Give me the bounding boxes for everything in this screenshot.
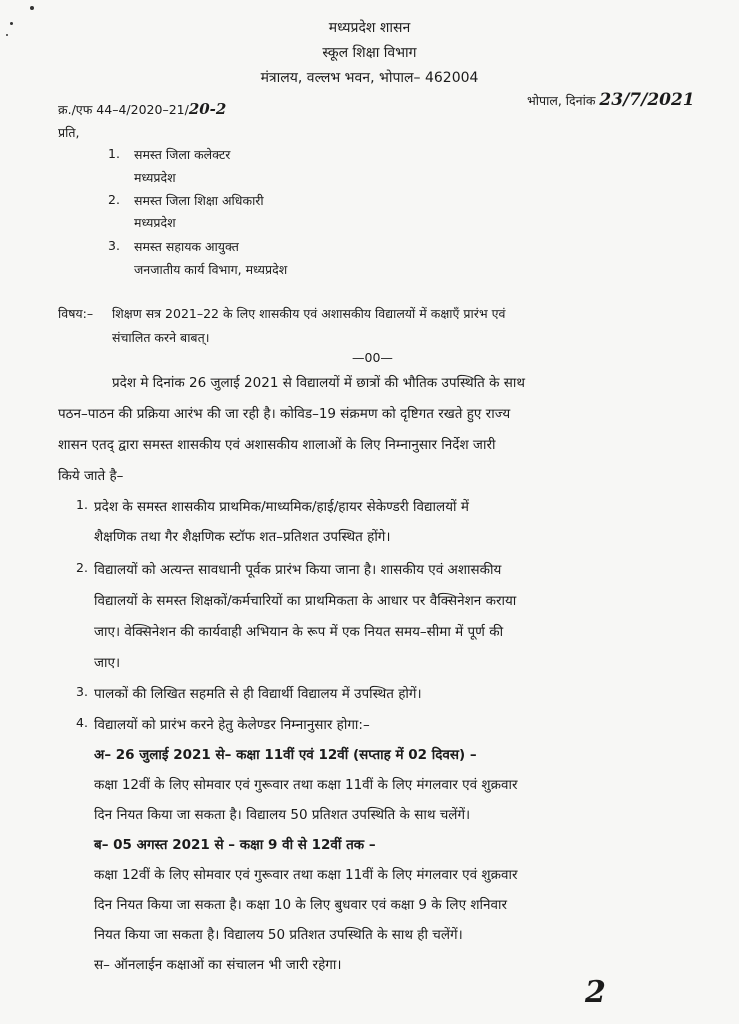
intro-line: शासन एतद् द्वारा समस्त शासकीय एवं अशासकीय शालाओं के लिए निम्नानुसार निर्देश जारी [58, 437, 496, 453]
point-line: जाए। [94, 655, 121, 671]
point-line: विद्यालयों को अत्यन्त सावधानी पूर्वक प्रारंभ किया जाना है। शासकीय एवं अशासकीय [94, 562, 502, 578]
header-address: मंत्रालय, वल्लभ भवन, भोपाल– 462004 [260, 70, 479, 86]
calendar-a-heading: अ– 26 जुलाई 2021 से– कक्षा 11वीं एवं 12वीं (सप्ताह में 02 दिवस) – [94, 747, 477, 763]
recipient-line: मध्यप्रदेश [134, 215, 176, 230]
recipient-line: समस्त सहायक आयुक्त [134, 239, 239, 254]
reference-number: क्र./एफ 44–4/2020–21/20-2 [58, 100, 227, 118]
recipient-line: जनजातीय कार्य विभाग, मध्यप्रदेश [134, 262, 288, 277]
place-date: भोपाल, दिनांक 23/7/2021 [527, 90, 695, 110]
subject-line: शिक्षण सत्र 2021–22 के लिए शासकीय एवं अशासकीय विद्यालयों में कक्षाएँ प्रारंभ एवं [112, 306, 506, 321]
subject-label: विषय:– [58, 306, 94, 321]
reference-handwritten: 20-2 [188, 100, 227, 118]
separator: —00— [352, 350, 393, 365]
scan-speck [30, 6, 34, 10]
point-line: विद्यालयों को प्रारंभ करने हेतु केलेण्डर निम्नानुसार होगा:– [94, 717, 370, 733]
point-number: 3. [76, 684, 88, 699]
point-number: 4. [76, 715, 88, 730]
page-number-handwritten: 2 [585, 975, 606, 1010]
calendar-c-line: स– ऑनलाईन कक्षाओं का संचालन भी जारी रहेगा। [94, 957, 342, 973]
recipient-line: समस्त जिला शिक्षा अधिकारी [134, 193, 264, 208]
calendar-a-line: कक्षा 12वीं के लिए सोमवार एवं गुरूवार तथा कक्षा 11वीं के लिए मंगलवार एवं शुक्रवार [94, 777, 518, 793]
point-line: विद्यालयों के समस्त शिक्षकों/कर्मचारियों का प्राथमिकता के आधार पर वैक्सिनेशन कराया [94, 593, 517, 609]
point-line: पालकों की लिखित सहमति से ही विद्यार्थी विद्यालय में उपस्थित होगें। [94, 686, 422, 702]
point-line: प्रदेश के समस्त शासकीय प्राथमिक/माध्यमिक/हाई/हायर सेकेण्डरी विद्यालयों में [94, 499, 469, 515]
subject-line: संचालित करने बाबत्। [112, 330, 210, 345]
calendar-b-line: कक्षा 12वीं के लिए सोमवार एवं गुरूवार तथा कक्षा 11वीं के लिए मंगलवार एवं शुक्रवार [94, 867, 518, 883]
calendar-a-line: दिन नियत किया जा सकता है। विद्यालय 50 प्रतिशत उपस्थिति के साथ चलेंगें। [94, 807, 471, 823]
date-handwritten: 23/7/2021 [599, 90, 695, 110]
recipient-number: 2. [108, 192, 120, 207]
point-number: 1. [76, 497, 88, 512]
intro-line: प्रदेश मे दिनांक 26 जुलाई 2021 से विद्यालयों में छात्रों की भौतिक उपस्थिति के साथ [112, 375, 526, 391]
header-govt: मध्यप्रदेश शासन [328, 20, 411, 36]
header-department: स्कूल शिक्षा विभाग [322, 45, 417, 61]
recipient-number: 3. [108, 238, 120, 253]
to-label: प्रति, [58, 125, 80, 140]
calendar-b-line: दिन नियत किया जा सकता है। कक्षा 10 के लिए बुधवार एवं कक्षा 9 के लिए शनिवार [94, 897, 508, 913]
intro-line: पठन–पाठन की प्रक्रिया आरंभ की जा रही है। कोविड–19 संक्रमण को दृष्टिगत रखते हुए राज्य [58, 406, 511, 422]
point-line: शैक्षणिक तथा गैर शैक्षणिक स्टॉफ शत–प्रतिशत उपस्थित होंगे। [94, 529, 391, 545]
recipient-line: समस्त जिला कलेक्टर [134, 147, 231, 162]
recipient-line: मध्यप्रदेश [134, 170, 176, 185]
point-number: 2. [76, 560, 88, 575]
point-line: जाए। वेक्सिनेशन की कार्यवाही अभियान के रूप में एक नियत समय–सीमा में पूर्ण की [94, 624, 504, 640]
recipient-number: 1. [108, 146, 120, 161]
calendar-b-heading: ब– 05 अगस्त 2021 से – कक्षा 9 वी से 12वीं तक – [94, 837, 376, 853]
intro-line: किये जाते है– [58, 468, 124, 484]
calendar-b-line: नियत किया जा सकता है। विद्यालय 50 प्रतिशत उपस्थिति के साथ ही चलेंगें। [94, 927, 463, 943]
